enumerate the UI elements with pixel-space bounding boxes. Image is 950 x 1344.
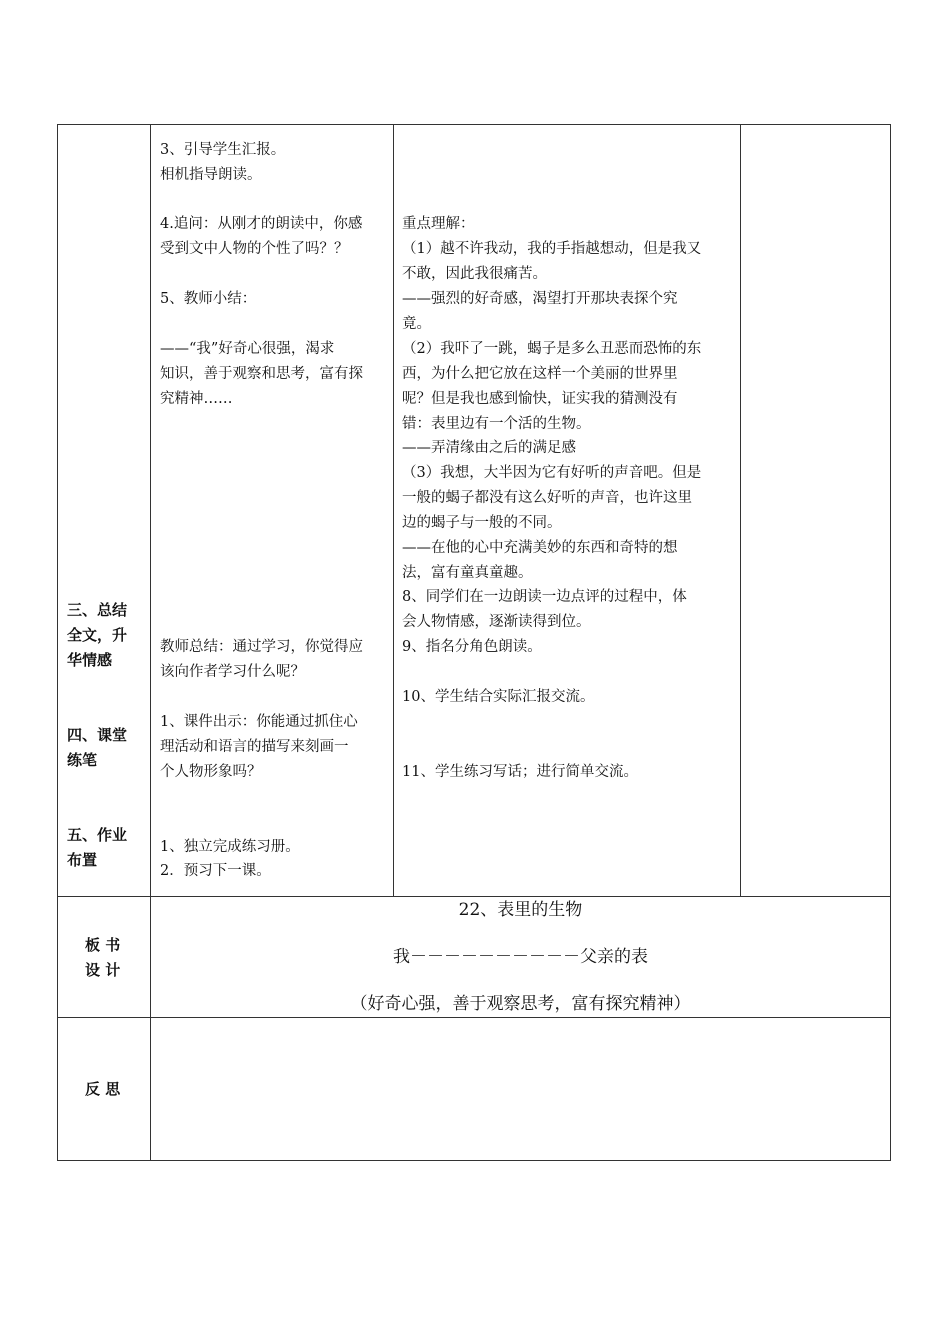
student-line: 11、学生练习写话；进行简单交流。 [402,764,638,780]
section-label-line: 布置 [67,851,98,869]
board-label-line: 板 书 [85,936,121,954]
student-line: 重点理解： [402,216,475,232]
column-divider-3 [740,124,741,897]
student-line: 9、指名分角色朗读。 [402,639,542,655]
board-line-traits: （好奇心强，善于观察思考，富有探究精神） [350,994,691,1014]
reflection-content [151,1018,890,1160]
reflection-label: 反 思 [85,1080,121,1098]
section-label-line: 四、课堂 [67,726,128,744]
student-line: 竟。 [402,316,431,332]
board-title: 22、表里的生物 [458,900,583,920]
teacher-line: 1、课件出示：你能通过抓住心 [160,714,358,730]
section-label-line: 五、作业 [67,826,128,844]
row-divider-board [57,896,891,897]
table-border-left [57,124,58,1161]
table-border-bottom [57,1160,891,1161]
section-label-line: 三、总结 [67,601,128,619]
section-label-line: 华情感 [67,651,113,669]
student-line: 会人物情感，逐渐读得到位。 [402,614,591,630]
student-line: 边的蝎子与一般的不同。 [402,515,562,531]
teacher-line: 2．预习下一课。 [160,863,271,879]
student-line: 一般的蝎子都没有这么好听的声音，也许这里 [402,490,692,506]
student-line: 10、学生结合实际汇报交流。 [402,689,595,705]
table-border-right [890,124,891,1161]
student-line: 西，为什么把它放在这样一个美丽的世界里 [402,366,678,382]
teacher-line: 3、引导学生汇报。 [160,142,286,158]
teacher-line: 个人物形象吗？ [160,764,262,780]
teacher-line: 受到文中人物的个性了吗？？ [160,241,349,257]
column-divider-2 [393,124,394,897]
teacher-line: 教师总结：通过学习，你觉得应 [160,639,363,655]
board-line-relation: 我－－－－－－－－－－父亲的表 [393,947,648,967]
student-line: （2）我吓了一跳，蝎子是多么丑恶而恐怖的东 [402,341,702,357]
teacher-line: 5、教师小结： [160,291,257,307]
section-label-line: 练笔 [67,751,98,769]
board-label-line: 设 计 [85,961,121,979]
teacher-line: 究精神…… [160,391,233,407]
section-label-line: 全文，升 [67,626,128,644]
student-line: 法，富有童真童趣。 [402,565,533,581]
student-line: 错：表里边有一个活的生物。 [402,416,591,432]
student-line: （1）越不许我动，我的手指越想动，但是我又 [402,241,702,257]
teacher-line: 相机指导朗读。 [160,167,262,183]
teacher-line: 1、独立完成练习册。 [160,839,300,855]
student-line: 不敢，因此我很痛苦。 [402,266,547,282]
teacher-line: 理活动和语言的描写来刻画一 [160,739,349,755]
student-line: ——弄清缘由之后的满足感 [402,440,576,456]
student-line: 8、同学们在一边朗读一边点评的过程中，体 [402,589,687,605]
teacher-line: 知识，善于观察和思考，富有探 [160,366,363,382]
student-line: ——强烈的好奇感，渴望打开那块表探个究 [402,291,678,307]
student-line: ——在他的心中充满美妙的东西和奇特的想 [402,540,678,556]
teacher-line: 该向作者学习什么呢？ [160,664,305,680]
student-line: （3）我想，大半因为它有好听的声音吧。但是 [402,465,702,481]
teacher-line: ——“我”好奇心很强，渴求 [160,341,335,357]
table-border-top [57,124,891,125]
student-line: 呢？但是我也感到愉快，证实我的猜测没有 [402,391,678,407]
teacher-line: 4.追问：从刚才的朗读中，你感 [160,216,363,232]
